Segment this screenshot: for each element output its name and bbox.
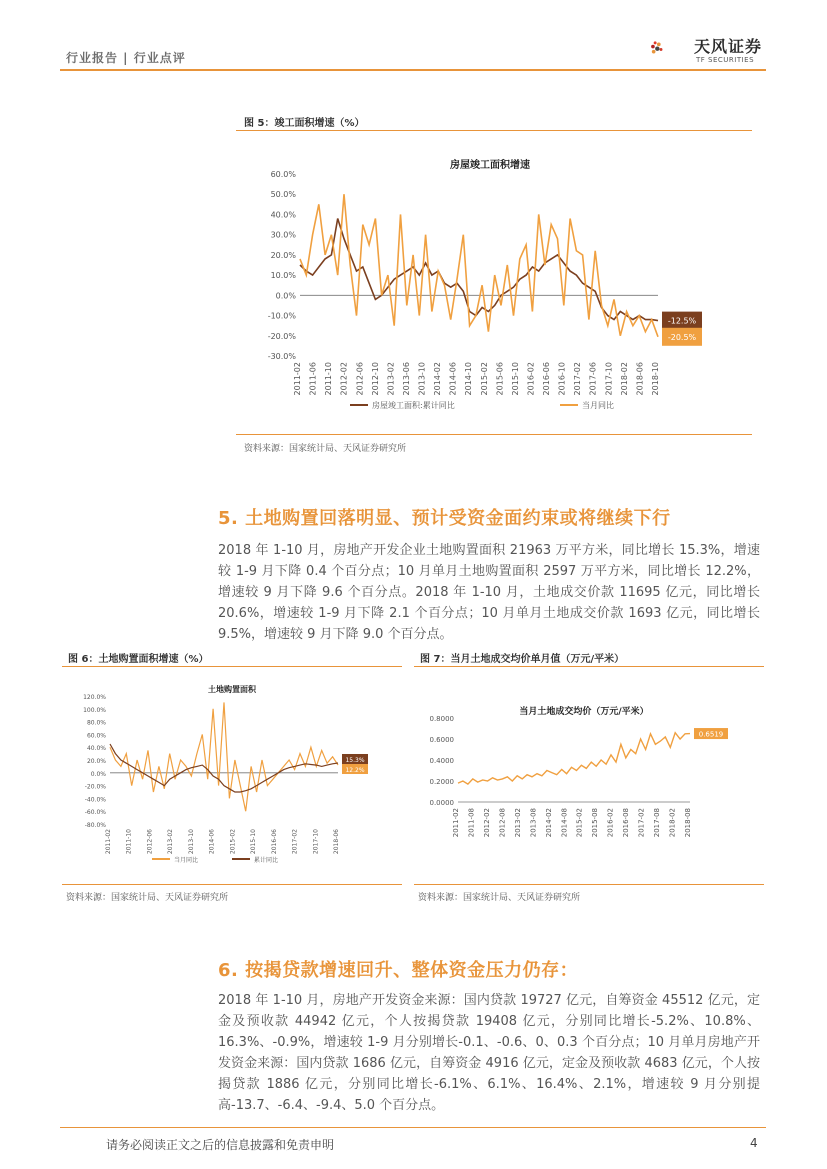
x-tick-label: 2011-10 xyxy=(324,362,334,396)
x-tick-label: 2017-06 xyxy=(588,362,598,396)
x-tick-label: 2015-06 xyxy=(495,362,505,396)
y-tick-label: 0.4000 xyxy=(429,757,454,765)
x-tick-label: 2018-06 xyxy=(333,829,340,855)
y-tick-label: 60.0% xyxy=(86,732,106,740)
x-tick-label: 2013-10 xyxy=(417,362,427,396)
y-tick-label: -10.0% xyxy=(267,311,296,321)
y-tick-label: 20.0% xyxy=(270,250,296,260)
x-tick-label: 2017-02 xyxy=(291,829,299,855)
fig5-title: 图 5：竣工面积增速（%） xyxy=(244,118,365,129)
x-tick-label: 2016-06 xyxy=(270,829,278,855)
y-tick-label: 40.0% xyxy=(86,745,106,753)
y-tick-label: 0.2000 xyxy=(429,778,454,786)
fig7-top-rule xyxy=(414,666,764,667)
y-tick-label: -30.0% xyxy=(267,352,296,361)
y-tick-label: 0.6000 xyxy=(429,736,454,744)
series-line-1 xyxy=(458,733,690,784)
report-breadcrumb: 行业报告 | 行业点评 xyxy=(66,51,186,65)
y-tick-label: 60.0% xyxy=(270,170,296,179)
fig6-top-rule xyxy=(62,666,402,667)
y-tick-label: 100.0% xyxy=(83,706,106,714)
legend-label: 当月同比 xyxy=(582,401,614,410)
x-tick-label: 2015-10 xyxy=(250,829,258,855)
y-tick-label: -20.0% xyxy=(267,331,296,341)
x-tick-label: 2013-02 xyxy=(386,362,396,396)
x-tick-label: 2011-08 xyxy=(467,808,476,838)
x-tick-label: 2018-06 xyxy=(635,362,645,396)
chart-title: 房屋竣工面积增速 xyxy=(450,160,530,171)
fig5-chart xyxy=(240,140,752,430)
x-tick-label: 2014-02 xyxy=(433,362,443,396)
x-tick-label: 2018-02 xyxy=(668,808,677,838)
x-tick-label: 2015-02 xyxy=(479,362,489,396)
x-tick-label: 2016-06 xyxy=(542,362,552,396)
fig5-top-rule xyxy=(236,130,752,131)
x-tick-label: 2013-02 xyxy=(167,829,175,855)
x-tick-label: 2011-02 xyxy=(452,808,460,838)
fig7-bottom-rule xyxy=(414,884,764,885)
x-tick-label: 2016-02 xyxy=(606,808,615,838)
x-tick-label: 2012-02 xyxy=(482,808,491,838)
x-tick-label: 2013-10 xyxy=(187,829,195,855)
end-value-label: -12.5% xyxy=(667,316,697,326)
series-line-1 xyxy=(110,702,338,811)
fig5-source: 资料来源：国家统计局、天风证券研究所 xyxy=(244,444,407,454)
end-value-label: -20.5% xyxy=(667,332,697,342)
legend-label: 房屋竣工面积:累计同比 xyxy=(372,401,455,410)
x-tick-label: 2017-02 xyxy=(637,808,646,838)
section5-title: 5. 土地购置回落明显、预计受资金面约束或将继续下行 xyxy=(218,508,671,529)
section5-body: 2018 年 1-10 月，房地产开发企业土地购置面积 21963 万平方米，同比增长 15.3%，增速较 1-9 月下降 0.4 个百分点；10 月单月土地购置面积 2597 万平方米，同比增长 12.2%，增速较 9 月下降 9.6 个百分点。2018 年 1-10 月，土地成交价款 11695 亿元，同比增长 20.6%，增速较 1-9 月下降 2.1 个百分点；10 月单月土地成交价款 1693 亿元，同比增长 9.5%，增速较 9 月下降 9.0 个百分点。 xyxy=(218,543,760,642)
brand-name: 天风证券 xyxy=(694,37,763,56)
x-tick-label: 2017-10 xyxy=(604,362,614,396)
x-tick-label: 2017-10 xyxy=(312,829,320,855)
y-tick-label: 0.0% xyxy=(90,770,106,778)
x-tick-label: 2015-02 xyxy=(575,808,584,838)
x-tick-label: 2016-02 xyxy=(526,362,536,396)
x-tick-label: 2013-08 xyxy=(529,808,538,838)
legend-label: 当月同比 xyxy=(174,857,199,864)
x-tick-label: 2016-10 xyxy=(557,362,567,396)
x-tick-label: 2015-08 xyxy=(591,808,600,838)
x-tick-label: 2012-08 xyxy=(498,808,507,838)
x-tick-label: 2012-02 xyxy=(339,362,349,396)
x-tick-label: 2012-06 xyxy=(146,829,154,855)
y-tick-label: 120.0% xyxy=(83,694,106,701)
y-tick-label: 20.0% xyxy=(86,758,106,765)
fig7-chart xyxy=(414,690,764,850)
x-tick-label: 2011-10 xyxy=(125,829,133,855)
y-tick-label: 0.0% xyxy=(275,291,296,301)
header-divider xyxy=(60,69,766,71)
chart-title: 土地购置面积 xyxy=(208,685,256,694)
y-tick-label: 30.0% xyxy=(270,230,296,240)
x-tick-label: 2014-06 xyxy=(448,362,458,396)
page-number: 4 xyxy=(750,1136,758,1150)
y-tick-label: -80.0% xyxy=(84,822,106,829)
x-tick-label: 2011-02 xyxy=(293,362,302,396)
x-tick-label: 2015-10 xyxy=(510,362,520,396)
series-line-1 xyxy=(300,219,658,321)
x-tick-label: 2018-10 xyxy=(651,362,660,396)
x-tick-label: 2017-02 xyxy=(573,362,583,396)
brand-logo-icon xyxy=(650,26,694,70)
x-tick-label: 2013-02 xyxy=(513,808,522,838)
brand-subtitle: TF SECURITIES xyxy=(696,56,755,64)
x-tick-label: 2017-08 xyxy=(653,808,662,838)
section6-body: 2018 年 1-10 月，房地产开发资金来源：国内贷款 19727 亿元，自筹资金 45512 亿元，定金及预收款 44942 亿元，个人按揭贷款 19408 亿元，分别同比增长-5.2%、10.8%、16.3%、-0.9%，增速较 1-9 月分别增长-0.1、-0.6、0、0.3 个百分点；10 月单月房地产开发资金来源：国内贷款 1686 亿元，自筹资金 4916 亿元，定金及预收款 4683 亿元，个人按揭贷款 1886 亿元，分别同比增长-6.1%、6.1%、16.4%、2.1%，增速较 9 月分别提高-13.7、-6.4、-9.4、5.0 个百分点。 xyxy=(218,993,760,1113)
x-tick-label: 2014-10 xyxy=(464,362,474,396)
y-tick-label: -40.0% xyxy=(84,796,106,804)
fig6-title: 图 6：土地购置面积增速（%） xyxy=(68,654,209,665)
y-tick-label: -60.0% xyxy=(84,809,106,817)
x-tick-label: 2011-06 xyxy=(308,362,318,396)
fig6-bottom-rule xyxy=(62,884,402,885)
y-tick-label: 40.0% xyxy=(270,210,296,220)
x-tick-label: 2018-08 xyxy=(684,808,692,838)
fig7-source: 资料来源：国家统计局、天风证券研究所 xyxy=(418,893,581,903)
section6-title: 6. 按揭贷款增速回升、整体资金压力仍存： xyxy=(218,960,579,981)
fig6-source: 资料来源：国家统计局、天风证券研究所 xyxy=(66,893,229,903)
footer-divider xyxy=(60,1127,766,1128)
legend-label: 累计同比 xyxy=(254,857,279,864)
y-tick-label: 80.0% xyxy=(86,719,106,727)
x-tick-label: 2013-06 xyxy=(401,362,411,396)
x-tick-label: 2012-10 xyxy=(370,362,380,396)
footer-disclaimer: 请务必阅读正文之后的信息披露和免责申明 xyxy=(106,1138,335,1152)
end-value-label: 12.2% xyxy=(345,767,365,775)
x-tick-label: 2014-08 xyxy=(560,808,569,838)
chart-title: 当月土地成交均价（万元/平米） xyxy=(519,707,649,717)
fig7-title: 图 7：当月土地成交均价单月值（万元/平米） xyxy=(420,654,625,665)
y-tick-label: 0.8000 xyxy=(429,715,454,723)
x-tick-label: 2016-08 xyxy=(622,808,631,838)
x-tick-label: 2015-02 xyxy=(229,829,237,855)
y-tick-label: 0.0000 xyxy=(429,799,454,807)
x-tick-label: 2011-02 xyxy=(105,829,112,855)
x-tick-label: 2014-02 xyxy=(544,808,553,838)
end-value-label: 0.6519 xyxy=(698,730,724,739)
fig6-chart xyxy=(62,674,402,880)
y-tick-label: 50.0% xyxy=(270,190,296,200)
fig5-bottom-rule xyxy=(236,434,752,435)
x-tick-label: 2012-06 xyxy=(355,362,365,396)
y-tick-label: -20.0% xyxy=(84,783,106,791)
end-value-label: 15.3% xyxy=(345,756,365,764)
y-tick-label: 10.0% xyxy=(270,271,296,281)
x-tick-label: 2018-02 xyxy=(619,362,629,396)
x-tick-label: 2014-06 xyxy=(208,829,216,855)
